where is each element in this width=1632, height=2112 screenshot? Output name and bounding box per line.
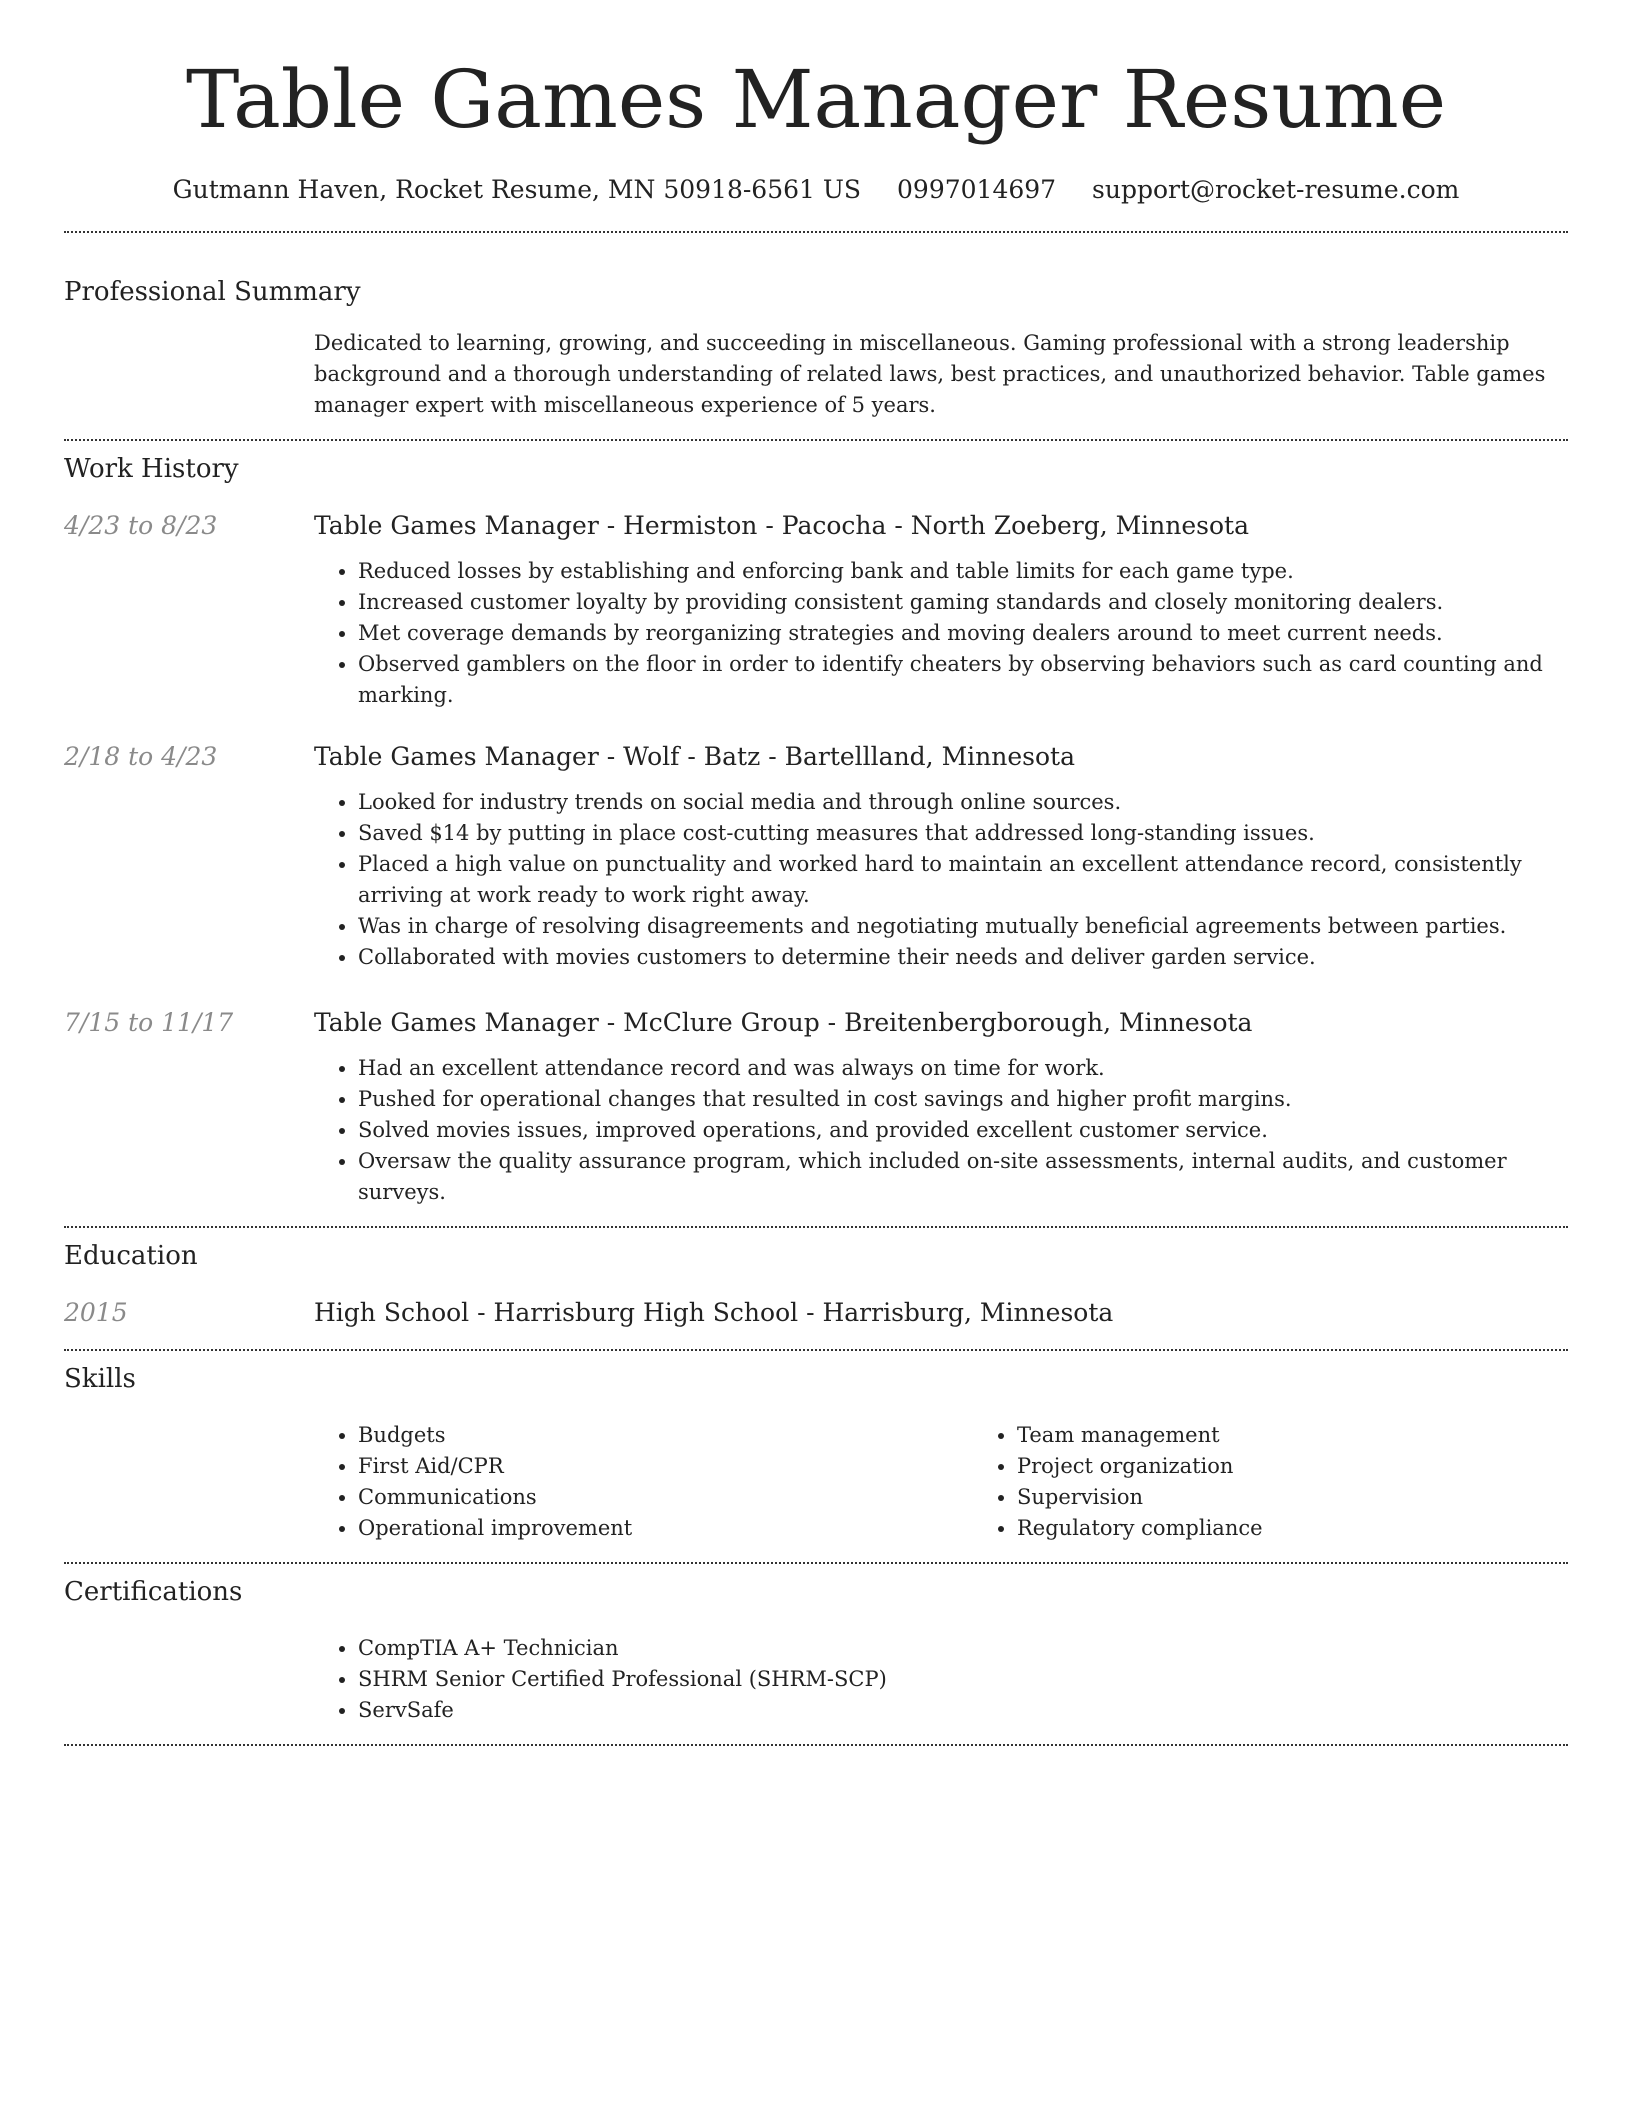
job-dates: 4/23 to 8/23 — [64, 511, 218, 540]
skills-grid — [314, 1420, 1632, 1544]
job-title: Table Games Manager - Wolf - Batz - Bartellland, Minnesota — [314, 742, 1075, 771]
job-details — [314, 739, 1568, 973]
skill-item: • Operational improvement — [358, 1513, 973, 1544]
job-details — [314, 508, 1568, 711]
skill-item: • Supervision — [1017, 1482, 1632, 1513]
job-bullet: • Was in charge of resolving disagreements and negotiating mutually beneficial agreements between parties. — [358, 911, 1568, 942]
skill-item: • First Aid/CPR — [358, 1451, 973, 1482]
divider — [64, 1562, 1568, 1564]
job-bullet: • Solved movies issues, improved operations, and provided excellent customer service. — [358, 1115, 1568, 1146]
summary-row — [64, 328, 1568, 421]
job-title: Table Games Manager - McClure Group - Breitenbergborough, Minnesota — [314, 1008, 1253, 1037]
skills-spacer — [64, 1420, 314, 1544]
job-bullet: • Placed a high value on punctuality and worked hard to maintain an excellent attendance record, consistently arriving at work ready to work right away. — [358, 849, 1568, 911]
job-bullets — [314, 556, 1568, 711]
certification-item: • ServSafe — [358, 1695, 1568, 1726]
summary-spacer — [64, 328, 314, 421]
skill-item: • Budgets — [358, 1420, 973, 1451]
certifications-spacer — [64, 1633, 314, 1726]
education-year: 2015 — [64, 1298, 128, 1327]
certifications-heading: Certifications — [64, 1577, 243, 1607]
certifications-row — [64, 1633, 1568, 1726]
job-entry — [64, 508, 1568, 711]
summary-heading: Professional Summary — [64, 277, 361, 307]
job-entry — [64, 1005, 1568, 1208]
skill-item: • Regulatory compliance — [1017, 1513, 1632, 1544]
job-bullet: • Oversaw the quality assurance program, which included on-site assessments, internal audits, and customer surveys. — [358, 1146, 1568, 1208]
education-entry — [64, 1295, 1568, 1331]
divider — [64, 439, 1568, 441]
contact-line — [64, 170, 1568, 210]
job-bullet: • Observed gamblers on the floor in order to identify cheaters by observing behaviors such as card counting and marking. — [358, 649, 1568, 711]
certifications-list — [314, 1633, 1568, 1726]
job-bullet: • Met coverage demands by reorganizing strategies and moving dealers around to meet current needs. — [358, 618, 1568, 649]
contact-email: support@rocket-resume.com — [1092, 175, 1460, 204]
job-bullet: • Saved $14 by putting in place cost-cutting measures that addressed long-standing issues. — [358, 818, 1568, 849]
skill-item: • Project organization — [1017, 1451, 1632, 1482]
job-bullet: • Collaborated with movies customers to determine their needs and deliver garden service. — [358, 942, 1568, 973]
page-title: Table Games Manager Resume — [185, 53, 1447, 146]
job-bullet: • Increased customer loyalty by providing consistent gaming standards and closely monitoring dealers. — [358, 587, 1568, 618]
job-bullet: • Pushed for operational changes that resulted in cost savings and higher profit margins. — [358, 1084, 1568, 1115]
job-bullet: • Reduced losses by establishing and enforcing bank and table limits for each game type. — [358, 556, 1568, 587]
skills-list-left — [314, 1420, 973, 1544]
skill-item: • Team management — [1017, 1420, 1632, 1451]
divider — [64, 1744, 1568, 1746]
certification-item: • SHRM Senior Certified Professional (SHRM-SCP) — [358, 1664, 1568, 1695]
certification-item: • CompTIA A+ Technician — [358, 1633, 1568, 1664]
job-entry — [64, 739, 1568, 973]
skills-row — [64, 1420, 1568, 1544]
education-heading: Education — [64, 1241, 198, 1271]
job-bullets — [314, 787, 1568, 973]
job-title: Table Games Manager - Hermiston - Pacocha - North Zoeberg, Minnesota — [314, 511, 1250, 540]
job-dates: 2/18 to 4/23 — [64, 742, 218, 771]
job-dates: 7/15 to 11/17 — [64, 1008, 234, 1037]
divider — [64, 1226, 1568, 1228]
resume-page — [64, 0, 1568, 1746]
certifications-details — [314, 1633, 1568, 1726]
divider — [64, 231, 1568, 233]
divider — [64, 1349, 1568, 1351]
job-bullets — [314, 1053, 1568, 1208]
education-title: High School - Harrisburg High School - Harrisburg, Minnesota — [314, 1298, 1114, 1327]
skill-item: • Communications — [358, 1482, 973, 1513]
skills-heading: Skills — [64, 1364, 136, 1394]
job-bullet: • Looked for industry trends on social media and through online sources. — [358, 787, 1568, 818]
job-bullet: • Had an excellent attendance record and was always on time for work. — [358, 1053, 1568, 1084]
work-heading: Work History — [64, 454, 239, 484]
contact-phone: 0997014697 — [897, 175, 1057, 204]
summary-text: Dedicated to learning, growing, and succeeding in miscellaneous. Gaming professional with a strong leadership background and a thorough understanding of related laws, best practices, and unauthorized behavior. Table games manager expert with miscellaneous experience of 5 years. — [314, 331, 1546, 417]
job-details — [314, 1005, 1568, 1208]
skills-list-right — [973, 1420, 1632, 1544]
contact-address: Gutmann Haven, Rocket Resume, MN 50918-6561 US — [172, 175, 862, 204]
